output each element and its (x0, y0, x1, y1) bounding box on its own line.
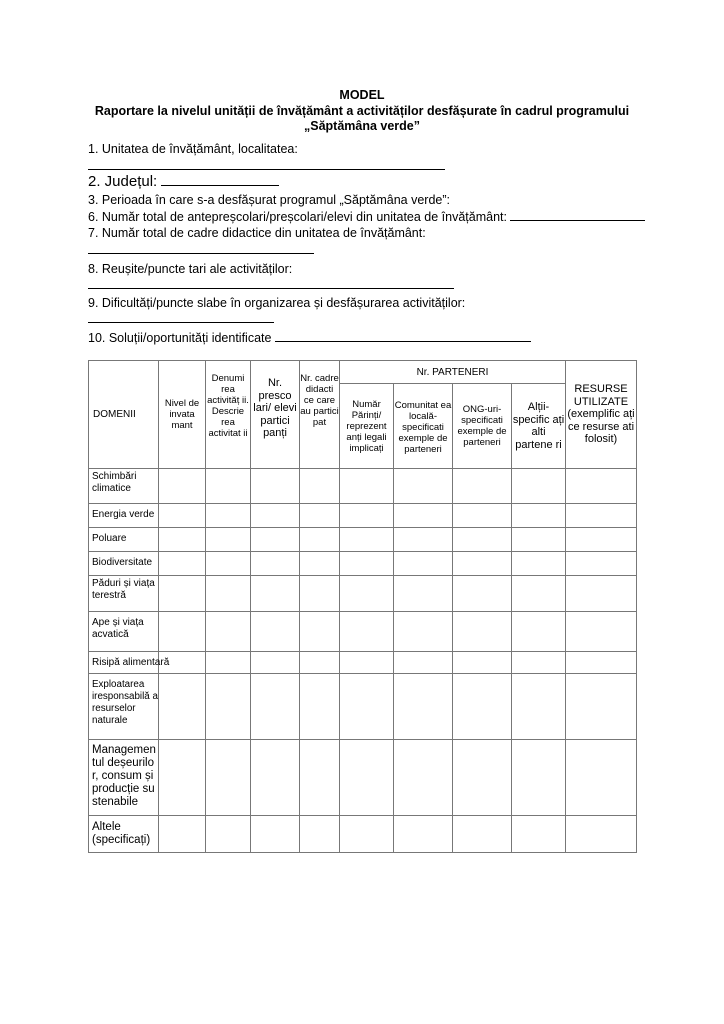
table-row (89, 552, 637, 576)
document-subtitle-line2: „Săptămâna verde” (303, 119, 421, 133)
table-cell[interactable] (394, 469, 453, 504)
table-cell[interactable] (512, 528, 566, 552)
field-judetul (88, 174, 279, 189)
table-cell[interactable] (300, 652, 340, 674)
field-perioada-label: 3. Perioada în care s-a desfășurat programul „Săptămâna verde”: (88, 193, 450, 207)
header-cadre (300, 361, 340, 469)
row-label: Exploatarea iresponsabilă a resurselor naturale (89, 674, 159, 740)
table-cell[interactable] (512, 740, 566, 816)
table-cell[interactable] (159, 552, 206, 576)
table-cell[interactable] (512, 576, 566, 612)
table-cell[interactable] (251, 469, 300, 504)
header-denumirea-text: Denumi rea activităț ii. Descrie rea activitat ii (207, 373, 249, 439)
header-comunitate-text: Comunitat ea locală- specificati exemple de parteneri (394, 400, 452, 455)
table-cell[interactable] (159, 504, 206, 528)
table-row (89, 612, 637, 652)
table-cell[interactable] (566, 528, 637, 552)
table-cell[interactable] (206, 740, 251, 816)
table-cell[interactable] (300, 504, 340, 528)
table-cell[interactable] (512, 612, 566, 652)
table-cell[interactable] (251, 740, 300, 816)
document-header (88, 88, 636, 135)
document-subtitle-line1: Raportare la nivelul unității de învățământ a activităților desfășurate în cadrul programului (94, 103, 630, 118)
table-cell[interactable] (300, 816, 340, 853)
table-cell[interactable] (340, 816, 394, 853)
table-cell[interactable] (300, 740, 340, 816)
header-resurse (566, 361, 637, 469)
table-cell[interactable] (394, 576, 453, 612)
row-label: Altele (specificați) (89, 816, 159, 853)
table-cell[interactable] (340, 674, 394, 740)
table-cell[interactable] (566, 612, 637, 652)
field-reusite-label: 8. Reușite/puncte tari ale activităților: (88, 262, 293, 276)
row-label: Ape și viața acvatică (89, 612, 159, 652)
table-cell[interactable] (394, 816, 453, 853)
table-cell[interactable] (206, 652, 251, 674)
table-cell[interactable] (159, 674, 206, 740)
header-nivel (159, 361, 206, 469)
table-cell[interactable] (340, 528, 394, 552)
table-cell[interactable] (206, 504, 251, 528)
table-cell[interactable] (300, 576, 340, 612)
field-dificultati (88, 296, 465, 311)
field-reusite (88, 262, 292, 277)
table-cell[interactable] (300, 552, 340, 576)
table-cell[interactable] (206, 552, 251, 576)
field-judetul-label: 2. Județul: (88, 173, 158, 190)
table-cell[interactable] (566, 576, 637, 612)
table-cell[interactable] (394, 552, 453, 576)
table-row (89, 469, 637, 504)
table-cell[interactable] (566, 652, 637, 674)
field-reusite-blank[interactable] (88, 288, 454, 289)
table-cell[interactable] (159, 528, 206, 552)
header-parteneri: Nr. PARTENERI (340, 361, 566, 384)
table-cell[interactable] (453, 652, 512, 674)
table-row (89, 528, 637, 552)
header-ong-text: ONG-uri- specificati exemple de parteneri (457, 404, 507, 448)
table-cell[interactable] (340, 552, 394, 576)
field-judetul-blank[interactable] (161, 174, 279, 186)
field-perioada (88, 193, 450, 208)
field-solutii-blank[interactable] (275, 330, 531, 342)
row-label: Managementul deșeurilor, consum și producție sustenabile (89, 740, 159, 816)
table-cell[interactable] (453, 552, 512, 576)
table-cell[interactable] (512, 552, 566, 576)
table-cell[interactable] (394, 504, 453, 528)
table-cell[interactable] (453, 740, 512, 816)
table-cell[interactable] (453, 504, 512, 528)
table-cell[interactable] (340, 576, 394, 612)
table-cell[interactable] (300, 612, 340, 652)
table-cell[interactable] (206, 816, 251, 853)
table-cell[interactable] (394, 528, 453, 552)
table-cell[interactable] (340, 652, 394, 674)
table-cell[interactable] (453, 576, 512, 612)
field-nr-cadre (88, 226, 426, 241)
field-dificultati-blank[interactable] (88, 322, 274, 323)
table-cell[interactable] (340, 469, 394, 504)
field-unitatea (88, 142, 298, 157)
field-nr-elevi-blank[interactable] (510, 209, 645, 221)
table-cell[interactable] (206, 674, 251, 740)
field-solutii (88, 330, 531, 346)
header-resurse-text: RESURSE UTILIZATE (exemplific ați ce resurse ati folosit) (567, 383, 635, 446)
table-cell[interactable] (300, 528, 340, 552)
table-cell[interactable] (394, 652, 453, 674)
header-parinti-text: Număr Părinți/ reprezent anți legali implicați (346, 398, 387, 454)
table-cell[interactable] (206, 612, 251, 652)
table-cell[interactable] (251, 652, 300, 674)
table-cell[interactable] (159, 740, 206, 816)
header-altii-text: Alții- specific ați alti partene ri (512, 401, 565, 451)
row-label: Risipă alimentară (89, 652, 159, 674)
table-cell[interactable] (453, 816, 512, 853)
table-row (89, 576, 637, 612)
table-cell[interactable] (159, 469, 206, 504)
header-altii (512, 384, 566, 469)
table-cell[interactable] (300, 674, 340, 740)
table-cell[interactable] (159, 612, 206, 652)
row-label: Energia verde (89, 504, 159, 528)
header-comunitate (394, 384, 453, 469)
field-unitatea-label: 1. Unitatea de învățământ, localitatea: (88, 142, 298, 156)
document-title: MODEL (339, 88, 385, 102)
table-cell[interactable] (300, 469, 340, 504)
table-cell[interactable] (566, 552, 637, 576)
field-nr-elevi (88, 209, 645, 225)
table-row (89, 652, 637, 674)
table-cell[interactable] (394, 674, 453, 740)
table-cell[interactable] (453, 612, 512, 652)
row-label: Păduri și viața terestră (89, 576, 159, 612)
table-row (89, 740, 637, 816)
header-parinti (340, 384, 394, 469)
field-dificultati-label: 9. Dificultăți/puncte slabe în organizarea și desfășurarea activităților: (88, 296, 466, 310)
table-cell[interactable] (251, 816, 300, 853)
header-ong (453, 384, 512, 469)
field-unitatea-blank[interactable] (88, 169, 445, 170)
table-cell[interactable] (566, 816, 637, 853)
table-cell[interactable] (394, 740, 453, 816)
table-cell[interactable] (159, 576, 206, 612)
table-cell[interactable] (251, 576, 300, 612)
field-nr-cadre-blank[interactable] (88, 253, 314, 254)
table-cell[interactable] (566, 469, 637, 504)
table-cell[interactable] (453, 528, 512, 552)
table-cell[interactable] (453, 469, 512, 504)
table-cell[interactable] (251, 528, 300, 552)
table-row (89, 674, 637, 740)
header-prescolari-text: Nr. presco lari/ elevi partici panți (253, 377, 297, 439)
table-cell[interactable] (251, 674, 300, 740)
table-cell[interactable] (512, 674, 566, 740)
table-cell[interactable] (159, 816, 206, 853)
report-table (88, 360, 637, 853)
header-denumirea (206, 361, 251, 469)
row-label: Schimbări climatice (89, 469, 159, 504)
header-nivel-text: Nivel de invata mant (164, 398, 200, 431)
table-cell[interactable] (251, 612, 300, 652)
table-row (89, 816, 637, 853)
table-cell[interactable] (340, 612, 394, 652)
field-solutii-label: 10. Soluții/oportunități identificate (88, 331, 272, 345)
table-cell[interactable] (566, 504, 637, 528)
table-cell[interactable] (206, 528, 251, 552)
table-cell[interactable] (340, 740, 394, 816)
table-cell[interactable] (512, 652, 566, 674)
table-cell[interactable] (206, 576, 251, 612)
field-nr-cadre-label: 7. Număr total de cadre didactice din unitatea de învățământ: (88, 226, 426, 240)
table-cell[interactable] (206, 469, 251, 504)
table-cell[interactable] (251, 552, 300, 576)
field-nr-elevi-label: 6. Număr total de antepreșcolari/preșcolari/elevi din unitatea de învățământ: (88, 210, 507, 224)
header-domenii: DOMENII (89, 361, 159, 469)
header-cadre-text: Nr. cadre didacti ce care au partici pat (300, 373, 339, 428)
row-label: Biodiversitate (89, 552, 159, 576)
table-cell[interactable] (566, 674, 637, 740)
table-cell[interactable] (340, 504, 394, 528)
table-cell[interactable] (566, 740, 637, 816)
table-cell[interactable] (512, 469, 566, 504)
table-cell[interactable] (251, 504, 300, 528)
header-prescolari (251, 361, 300, 469)
row-label: Poluare (89, 528, 159, 552)
table-cell[interactable] (512, 816, 566, 853)
table-cell[interactable] (394, 612, 453, 652)
table-row (89, 504, 637, 528)
table-cell[interactable] (453, 674, 512, 740)
table-cell[interactable] (512, 504, 566, 528)
